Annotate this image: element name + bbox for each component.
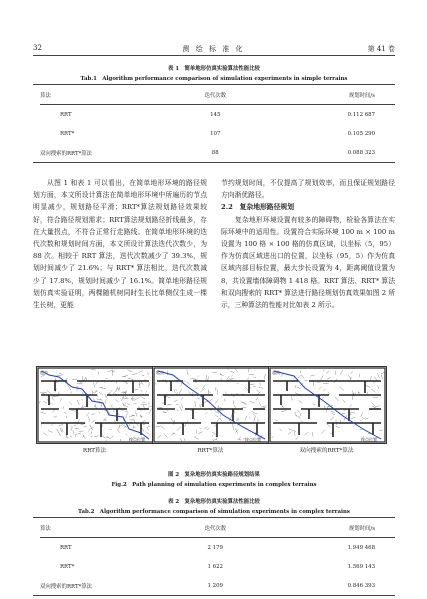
tree-edge — [250, 401, 255, 403]
map-border — [154, 368, 269, 442]
tree-edge — [71, 427, 73, 431]
tree-edge — [300, 413, 301, 417]
tree-edge — [59, 373, 63, 375]
tree-edge — [179, 406, 182, 411]
tree-edge — [375, 406, 379, 408]
tree-edge — [97, 394, 98, 397]
tree-edge — [128, 378, 133, 379]
tree-edge — [212, 434, 214, 436]
tree-edge — [326, 371, 329, 373]
tree-edge — [335, 371, 336, 375]
tree-edge — [63, 407, 64, 410]
tree-edge — [179, 389, 182, 394]
table-row — [40, 576, 395, 595]
tree-edge — [66, 416, 67, 418]
tree-edge — [119, 387, 120, 390]
table-header-cell: 迭代次数 — [204, 92, 227, 99]
table-cell: 0.846 393 — [347, 582, 375, 589]
tree-edge — [253, 386, 256, 387]
table-header-row — [40, 518, 395, 538]
tree-edge — [177, 427, 181, 431]
tree-edge — [47, 390, 51, 393]
tree-edge — [98, 372, 99, 375]
tree-edge — [258, 419, 259, 422]
figure2-caption-en: Fig.2 Path planning of simulation experiments in complex terrains — [111, 482, 317, 488]
tree-edge — [331, 411, 335, 412]
tree-edge — [125, 403, 127, 404]
tree-edge — [257, 390, 260, 393]
tree-edge — [118, 387, 120, 390]
tree-edge — [214, 425, 216, 427]
tree-edge — [124, 382, 127, 383]
tree-edge — [43, 401, 47, 403]
table-cell: 0.105 290 — [347, 130, 375, 137]
tree-edge — [372, 403, 376, 407]
tree-edge — [105, 394, 106, 399]
tree-edge — [323, 389, 325, 391]
tree-edge — [245, 416, 247, 420]
tree-edge — [174, 400, 177, 402]
tree-edge — [280, 429, 283, 431]
tree-edge — [158, 435, 162, 438]
tree-edge — [90, 425, 91, 427]
tree-edge — [226, 376, 229, 380]
tree-edge — [365, 385, 370, 387]
tree-edge — [281, 410, 286, 412]
tree-edge — [101, 388, 106, 389]
table-cell: 双向搜索的RRT*算法 — [40, 150, 93, 157]
tree-edge — [99, 412, 100, 414]
tree-edge — [52, 397, 54, 401]
panel-label: RRT*算法 — [197, 448, 224, 454]
tree-edge — [116, 399, 120, 402]
table-cell: 0.088 323 — [347, 149, 375, 156]
tree-edge — [72, 379, 78, 380]
tree-edge — [288, 432, 291, 435]
start-label: 起点 — [156, 370, 164, 375]
tree-edge — [348, 375, 351, 380]
tree-edge — [92, 414, 95, 415]
tree-edge — [108, 370, 113, 372]
tree-edge — [143, 428, 144, 431]
tree-edge — [350, 377, 352, 380]
tree-edge — [201, 388, 205, 391]
tree-edge — [321, 375, 324, 380]
tree-edge — [313, 404, 316, 405]
tree-edge — [264, 374, 265, 379]
tree-edge — [323, 370, 324, 372]
tree-edge — [194, 436, 196, 437]
tree-edge — [123, 398, 128, 399]
tree-edge — [204, 427, 208, 430]
tree-edge — [99, 387, 103, 388]
tree-edge — [174, 389, 176, 393]
tree-edge — [248, 377, 249, 379]
tree-edge — [122, 424, 126, 427]
table2-caption-cn: 表 2 复杂地形仿真实验算法性能比较 — [168, 499, 260, 505]
tree-edge — [350, 371, 353, 373]
tree-edge — [91, 432, 92, 435]
table-cell: RRT* — [60, 130, 75, 137]
tree-edge — [217, 418, 220, 422]
tree-edge — [82, 376, 83, 381]
table-row — [40, 143, 395, 162]
tree-edge — [234, 405, 236, 408]
tree-edge — [295, 385, 296, 388]
tree-edge — [360, 429, 362, 430]
tree-edge — [256, 397, 258, 400]
volume-label: 第 41 卷 — [367, 45, 395, 53]
tree-edge — [134, 389, 138, 390]
tree-edge — [95, 382, 99, 385]
page-number: 32 — [33, 44, 42, 52]
tree-edge — [295, 412, 297, 417]
table1 — [40, 85, 395, 162]
tree-edge — [89, 417, 90, 422]
goal-label: 终点位置 — [245, 437, 261, 442]
table1-caption-en: Tab.1 Algorithm performance comparison of simulation experiments in simple terrains — [80, 76, 348, 82]
tree-edge — [288, 429, 293, 431]
tree-edge — [76, 433, 81, 434]
tree-edge — [82, 399, 83, 401]
table2-caption-en: Tab.2 Algorithm performance comparison of simulation experiments in complex terrains — [78, 509, 350, 515]
tree-edge — [207, 428, 210, 430]
table-header-cell: 规划时间/s — [348, 525, 375, 532]
tree-edge — [365, 418, 368, 419]
tree-edge — [64, 412, 66, 413]
tree-edge — [215, 415, 218, 417]
tree-edge — [331, 414, 334, 415]
tree-edge — [377, 373, 379, 378]
tree-edge — [261, 406, 267, 408]
left-column — [33, 177, 207, 311]
tree-edge — [111, 436, 114, 438]
tree-edge — [176, 410, 178, 411]
tree-edge — [83, 392, 84, 394]
tree-edge — [312, 432, 313, 436]
header-rule — [33, 55, 395, 56]
tree-edge — [99, 392, 103, 394]
tree-edge — [301, 374, 304, 378]
tree-edge — [39, 401, 40, 403]
tree-edge — [298, 375, 301, 378]
panel-label: RRT算法 — [82, 448, 107, 454]
tree-edge — [147, 372, 149, 375]
tree-edge — [59, 433, 61, 436]
tree-edge — [77, 400, 79, 405]
tree-edge — [299, 400, 303, 403]
tree-edge — [125, 411, 129, 412]
tree-edge — [297, 387, 301, 389]
tree-edge — [377, 386, 379, 389]
tree-edge — [197, 398, 200, 399]
table-cell: RRT — [60, 544, 72, 551]
goal-label: 终点位置 — [129, 437, 145, 442]
tree-edge — [91, 435, 92, 437]
map-svg — [37, 367, 154, 443]
tree-edge — [304, 432, 308, 435]
tree-edge — [381, 375, 382, 380]
tree-edge — [51, 424, 53, 426]
tree-edge — [94, 436, 98, 437]
tree-edge — [147, 427, 149, 430]
tree-edge — [296, 437, 299, 440]
table2-bottom-rule — [33, 595, 395, 596]
table-cell: 双向搜索的RRT*算法 — [40, 583, 93, 590]
tree-edge — [225, 392, 226, 394]
tree-edge — [292, 397, 293, 401]
table-cell: 1.569 143 — [347, 563, 375, 570]
tree-edge — [245, 387, 249, 391]
tree-edge — [215, 399, 218, 404]
tree-edge — [127, 404, 130, 405]
tree-edge — [109, 390, 113, 394]
tree-edge — [92, 390, 93, 395]
tree-edge — [300, 371, 301, 373]
tree-edge — [259, 403, 261, 406]
tree-edge — [146, 391, 148, 392]
map-panel-rrt — [36, 366, 155, 444]
tree-edge — [340, 387, 344, 391]
tree-edge — [319, 387, 321, 389]
panel-label: 双向搜索的RRT*算法 — [299, 448, 354, 454]
map-panel-rrt-star — [152, 366, 271, 444]
tree-edge — [82, 435, 84, 438]
table-cell: 1 622 — [207, 563, 223, 570]
tree-edge — [230, 371, 234, 372]
tree-edge — [71, 410, 75, 411]
table-header-cell: 迭代次数 — [204, 525, 227, 532]
tree-edge — [171, 418, 174, 423]
tree-edge — [190, 410, 192, 411]
tree-edge — [327, 377, 331, 379]
tree-edge — [166, 396, 171, 398]
tree-edge — [96, 399, 101, 400]
figure2-caption-cn: 图 2 复杂地形仿真实验路径规划结果 — [168, 472, 260, 478]
tree-edge — [195, 438, 199, 440]
body-paragraph: 节约规划时间，不仅提高了规划效率，而且保证规划路径方向渐优路径。 — [221, 179, 395, 200]
tree-edge — [350, 413, 355, 414]
tree-edge — [260, 383, 261, 386]
table-header-cell: 规划时间/s — [348, 92, 375, 99]
table-cell: 1 209 — [207, 582, 223, 589]
tree-edge — [361, 413, 363, 417]
tree-edge — [231, 375, 233, 377]
table-cell: 88 — [211, 149, 219, 156]
tree-edge — [335, 397, 339, 401]
tree-edge — [195, 401, 196, 407]
tree-edge — [198, 376, 200, 377]
tree-edge — [209, 399, 212, 402]
tree-edge — [252, 413, 255, 416]
tree-edge — [62, 428, 63, 432]
section-heading: 2.2 复杂地形路径规划 — [221, 203, 294, 212]
tree-edge — [127, 370, 132, 372]
tree-edge — [181, 397, 183, 400]
table-cell: 0.112 687 — [347, 111, 375, 118]
tree-edge — [129, 424, 131, 426]
tree-edge — [92, 420, 95, 422]
tree-edge — [371, 389, 375, 393]
tree-edge — [200, 404, 201, 407]
tree-edge — [199, 432, 203, 434]
tree-edge — [117, 429, 120, 433]
tree-edge — [294, 431, 295, 436]
table-cell: 107 — [210, 130, 221, 137]
tree-edge — [134, 398, 139, 401]
tree-edge — [139, 383, 141, 384]
tree-edge — [136, 412, 138, 417]
tree-edge — [209, 391, 211, 392]
table-header-cell: 算法 — [40, 92, 51, 99]
map-panel-bidirectional — [268, 366, 387, 444]
tree-edge — [187, 370, 188, 376]
tree-edge — [139, 370, 143, 372]
table-cell: 1.949 468 — [347, 544, 375, 551]
tree-edge — [126, 383, 128, 384]
tree-edge — [254, 416, 256, 422]
tree-edge — [220, 418, 222, 422]
tree-edge — [350, 405, 352, 407]
tree-edge — [41, 375, 45, 377]
tree-edge — [340, 370, 343, 374]
tree-edge — [340, 420, 341, 423]
tree-edge — [70, 436, 72, 438]
tree-edge — [141, 390, 142, 392]
tree-edge — [195, 387, 197, 389]
tree-edge — [196, 430, 197, 434]
tree-edge — [106, 440, 107, 442]
tree-edge — [235, 368, 239, 372]
table-cell: RRT* — [60, 563, 75, 570]
journal-title: 测 绘 标 准 化 — [182, 45, 245, 53]
table-cell: RRT — [60, 111, 72, 118]
tree-edge — [275, 420, 277, 421]
tree-edge — [143, 405, 145, 409]
tree-edge — [212, 440, 214, 441]
tree-edge — [310, 375, 314, 376]
tree-edge — [301, 420, 303, 422]
tree-edge — [206, 375, 207, 379]
tree-edge — [86, 413, 89, 417]
tree-edge — [215, 411, 218, 414]
map-svg — [153, 367, 270, 443]
tree-edge — [71, 426, 73, 428]
tree-edge — [113, 390, 117, 393]
tree-edge — [53, 396, 59, 397]
tree-edge — [336, 426, 341, 428]
tree-edge — [343, 400, 345, 403]
tree-edge — [324, 406, 325, 409]
tree-edge — [58, 424, 63, 426]
tree-edge — [162, 426, 166, 429]
tree-edge — [126, 413, 128, 418]
tree-edge — [215, 387, 216, 391]
tree-edge — [149, 382, 150, 387]
tree-edge — [93, 392, 97, 393]
tree-edge — [125, 434, 127, 436]
table-row — [40, 557, 395, 576]
tree-edge — [94, 383, 95, 388]
tree-edge — [220, 374, 224, 376]
map-svg — [269, 367, 386, 443]
tree-edge — [60, 399, 62, 402]
tree-edge — [199, 427, 201, 429]
table-row — [40, 538, 395, 558]
tree-edge — [249, 417, 250, 419]
tree-edge — [239, 437, 241, 440]
table-header-cell: 算法 — [40, 525, 51, 532]
tree-edge — [132, 373, 137, 375]
table-cell: 2 179 — [207, 544, 223, 551]
body-paragraph: 从图 1 和表 1 可以看出，在简单地形环境的路径规划方面，本文所设计算法在简单地形环境中所遍历的节点明显减少，规划路径平滑；RRT*算法规划路径效果较好，符合路径规划需求；RRT算法规划路径折线最多，存在大量拐点，不符合正常行走路线。在简单地形环境的迭代次数和规划时间方面，本文所设计算法迭代次数少，为 88 次。相较于 RRT 算法，迭代次数减少了 39.3%，规划时间减少了 21.6%；与 RRT* 算法相比，迭代次数减少了 17.8%，规划时间减少了 16.1%。简单地形路径规划仿真实验证明，两棵随机树同时生长比单侧仅生成一棵生长树，更能 — [33, 179, 207, 310]
table1-bottom-rule — [33, 162, 395, 163]
tree-edge — [360, 419, 363, 421]
tree-edge — [236, 394, 238, 395]
tree-edge — [212, 432, 217, 435]
tree-edge — [48, 430, 53, 432]
tree-edge — [233, 424, 234, 430]
tree-edge — [175, 389, 177, 391]
tree-edge — [272, 436, 274, 437]
tree-edge — [40, 412, 45, 414]
table-row — [40, 105, 395, 125]
tree-edge — [231, 378, 234, 379]
right-column — [221, 177, 395, 311]
table2 — [40, 518, 395, 595]
tree-edge — [321, 430, 325, 434]
tree-edge — [147, 426, 150, 427]
tree-edge — [156, 426, 161, 427]
tree-edge — [164, 434, 168, 438]
tree-edge — [254, 377, 256, 378]
tree-edge — [89, 429, 90, 431]
tree-edge — [221, 373, 222, 375]
tree-edge — [351, 417, 356, 419]
table1-caption-cn: 表 1 简单地形仿真实验算法性能比较 — [168, 66, 260, 72]
tree-edge — [297, 410, 300, 413]
goal-label: 终点位置 — [361, 437, 377, 442]
start-label: 起点 — [40, 370, 48, 375]
tree-edge — [187, 382, 191, 385]
tree-edge — [182, 404, 183, 408]
tree-edge — [107, 436, 111, 439]
tree-edge — [56, 375, 61, 376]
tree-edge — [43, 433, 47, 436]
tree-edge — [145, 431, 149, 435]
tree-edge — [237, 383, 239, 384]
table-header-row — [40, 85, 395, 105]
table-row — [40, 124, 395, 143]
tree-edge — [73, 430, 75, 434]
tree-edge — [119, 425, 120, 430]
tree-edge — [205, 412, 207, 414]
tree-edge — [70, 402, 72, 405]
tree-edge — [330, 417, 334, 421]
body-paragraph: 复杂地形环境设置有较多的障碍物，检验各算法在实际环境中的适用性。设置符合实际环境 100 m × 100 m 设置为 100 格 × 100 格的仿真区域，以坐标（5，95）作为仿真区域进出口的位置，以坐标（95，5）作为仿真区域内部目标位置，最大步长设置为 4，距离阈值设置为 8，共设置墙体障碍物 1 418 格。RRT 算法、RRT* 算法和双向搜索的 RRT* 算法进行路径规划仿真效果如图 2 所示，三种算法的性能对比如表 2 所示。 — [221, 215, 395, 310]
tree-edge — [281, 406, 284, 408]
table-cell: 145 — [210, 111, 221, 118]
tree-edge — [180, 385, 182, 387]
start-label: 起点 — [272, 370, 280, 375]
tree-edge — [259, 387, 263, 388]
tree-edge — [184, 438, 185, 440]
tree-edge — [142, 398, 145, 399]
